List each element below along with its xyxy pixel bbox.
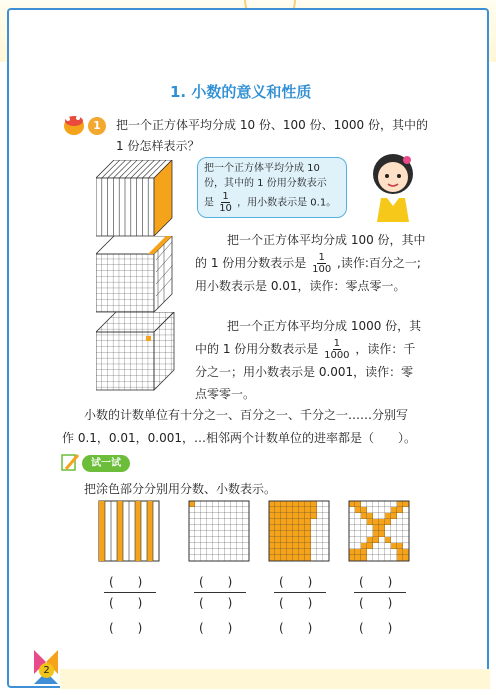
- answer-blank-3-num[interactable]: ( ): [279, 575, 313, 589]
- answer-line-4: [354, 592, 406, 593]
- exercise-grid-3: [268, 500, 330, 562]
- cube-hundredths: [96, 236, 176, 314]
- exercise-grid-4: [348, 500, 410, 562]
- page-number: 2: [39, 663, 54, 678]
- answer-blank-4-dec[interactable]: ( ): [359, 621, 393, 635]
- answer-blank-2-dec[interactable]: ( ): [199, 621, 233, 635]
- p1000-line-2: 中的 1 份用分数表示是 $\frac{1}{1000}$ ，读作：千: [195, 338, 416, 361]
- p100-line-1: 把一个正方体平均分成 100 份，其中: [227, 233, 426, 247]
- magnifier-icon: [60, 112, 88, 138]
- answer-blank-4-den[interactable]: ( ): [359, 596, 393, 610]
- answer-blank-1-num[interactable]: ( ): [109, 575, 143, 589]
- answer-blank-1-dec[interactable]: ( ): [109, 621, 143, 635]
- question-badge: 1: [88, 117, 106, 135]
- exercise-grid-1: [98, 500, 160, 562]
- answer-line-3: [274, 592, 326, 593]
- summary-line-2: 作 0.1，0.01，0.001，…相邻两个计数单位的进率都是（ ）。: [62, 431, 416, 445]
- answer-blank-3-den[interactable]: ( ): [279, 596, 313, 610]
- summary-line-1: 小数的计数单位有十分之一、百分之一、千分之一……分别写: [84, 408, 409, 422]
- page-title: 1. 小数的意义和性质: [170, 83, 312, 101]
- cube-thousandths: [96, 312, 176, 392]
- try-instruction: 把涂色部分分别用分数、小数表示。: [84, 482, 277, 496]
- answer-line-1: [104, 592, 156, 593]
- bubble-line-3: [204, 191, 340, 214]
- p1000-line-4: 点零零一。: [195, 387, 256, 401]
- fraction-hundredth: $\frac{1}{100}$: [312, 252, 332, 275]
- answer-blank-3-dec[interactable]: ( ): [279, 621, 313, 635]
- girl-illustration: [363, 150, 423, 222]
- cube-tenths: [96, 160, 176, 238]
- bubble-line-3-prefix: 是: [204, 197, 214, 209]
- fraction-thousandth: $\frac{1}{1000}$: [324, 338, 350, 361]
- exercise-grid-2: [188, 500, 250, 562]
- question-line-2: 1 份怎样表示？: [116, 139, 200, 153]
- answer-blank-2-num[interactable]: ( ): [199, 575, 233, 589]
- answer-blank-2-den[interactable]: ( ): [199, 596, 233, 610]
- answer-blank-4-num[interactable]: ( ): [359, 575, 393, 589]
- question-line-1: 把一个正方体平均分成 10 份、100 份、1000 份，其中的: [116, 118, 428, 132]
- try-badge: 试一试: [82, 455, 130, 472]
- try-pencil-icon: [60, 452, 80, 472]
- speech-bubble: [197, 157, 347, 218]
- p100-line-2: 的 1 份用分数表示是 $\frac{1}{100}$ ,读作:百分之一;: [195, 252, 421, 275]
- bubble-line-3-suffix: ，用小数表示是 0.1。: [237, 197, 337, 209]
- fraction-tenth: $\frac{1}{10}$: [219, 191, 232, 214]
- bubble-line-1: 把一个正方体平均分成 10: [204, 163, 320, 174]
- answer-line-2: [194, 592, 246, 593]
- p1000-line-3: 分之一；用小数表示是 0.001，读作：零: [195, 365, 414, 379]
- footer-band: [60, 669, 490, 689]
- p1000-line-1: 把一个正方体平均分成 1000 份，其: [227, 319, 422, 333]
- bubble-line-2: 份，其中的 1 份用分数表示: [204, 178, 327, 189]
- answer-blank-1-den[interactable]: ( ): [109, 596, 143, 610]
- p100-line-3: 用小数表示是 0.01，读作：零点零一。: [195, 279, 406, 293]
